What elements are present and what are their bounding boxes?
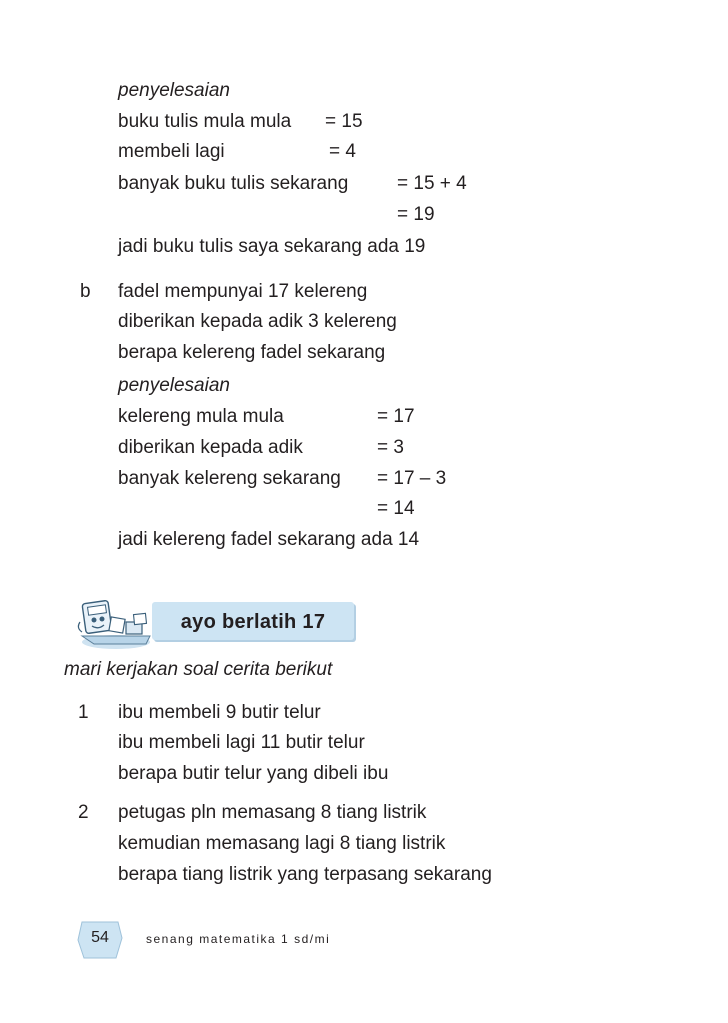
solution-row-label: diberikan kepada adik (118, 437, 303, 458)
exercise-line: kemudian memasang lagi 8 tiang listrik (118, 833, 446, 854)
solution-conclusion-b: jadi kelereng fadel sekarang ada 14 (118, 529, 420, 550)
exercise-line: petugas pln memasang 8 tiang listrik (118, 802, 427, 823)
solution-heading-b: penyelesaian (118, 375, 230, 396)
exercise-number-2: 2 (78, 802, 89, 823)
solution-line-value: = 4 (329, 141, 356, 162)
exercise-line: berapa butir telur yang dibeli ibu (118, 763, 389, 784)
solution-line-value: = 15 + 4 (397, 173, 467, 194)
exercise-line: berapa tiang listrik yang terpasang sekarang (118, 864, 492, 885)
exercise-title-box (152, 602, 354, 640)
solution-line-value: = 19 (397, 204, 435, 225)
solution-line-label: membeli lagi (118, 141, 225, 162)
solution-row-value: = 3 (377, 437, 404, 458)
exercise-title: ayo berlatih 17 (180, 611, 326, 633)
solution-line-value: = 15 (325, 111, 363, 132)
exercise-number-1: 1 (78, 702, 89, 723)
exercise-banner (76, 592, 356, 650)
solution-line-label: banyak buku tulis sekarang (118, 173, 349, 194)
exercise-instruction: mari kerjakan soal cerita berikut (64, 659, 333, 680)
problem-label-b: b (80, 281, 91, 302)
exercise-line: ibu membeli 9 butir telur (118, 702, 321, 723)
problem-line: diberikan kepada adik 3 kelereng (118, 311, 397, 332)
solution-heading-a: penyelesaian (118, 80, 230, 101)
solution-line-label: buku tulis mula mula (118, 111, 292, 132)
solution-row-value: = 17 – 3 (377, 468, 447, 489)
solution-row-label: kelereng mula mula (118, 406, 284, 427)
exercise-line: ibu membeli lagi 11 butir telur (118, 732, 365, 753)
solution-row-value: = 14 (377, 498, 415, 519)
calculator-mascot-icon (76, 592, 156, 650)
solution-conclusion-a: jadi buku tulis saya sekarang ada 19 (118, 236, 426, 257)
solution-row-value: = 17 (377, 406, 415, 427)
page-number-badge (76, 918, 124, 962)
solution-row-label: banyak kelereng sekarang (118, 468, 341, 489)
problem-line: berapa kelereng fadel sekarang (118, 342, 386, 363)
problem-line: fadel mempunyai 17 kelereng (118, 281, 368, 302)
book-title: senang matematika 1 sd/mi (146, 932, 331, 946)
page-number: 54 (91, 929, 109, 946)
